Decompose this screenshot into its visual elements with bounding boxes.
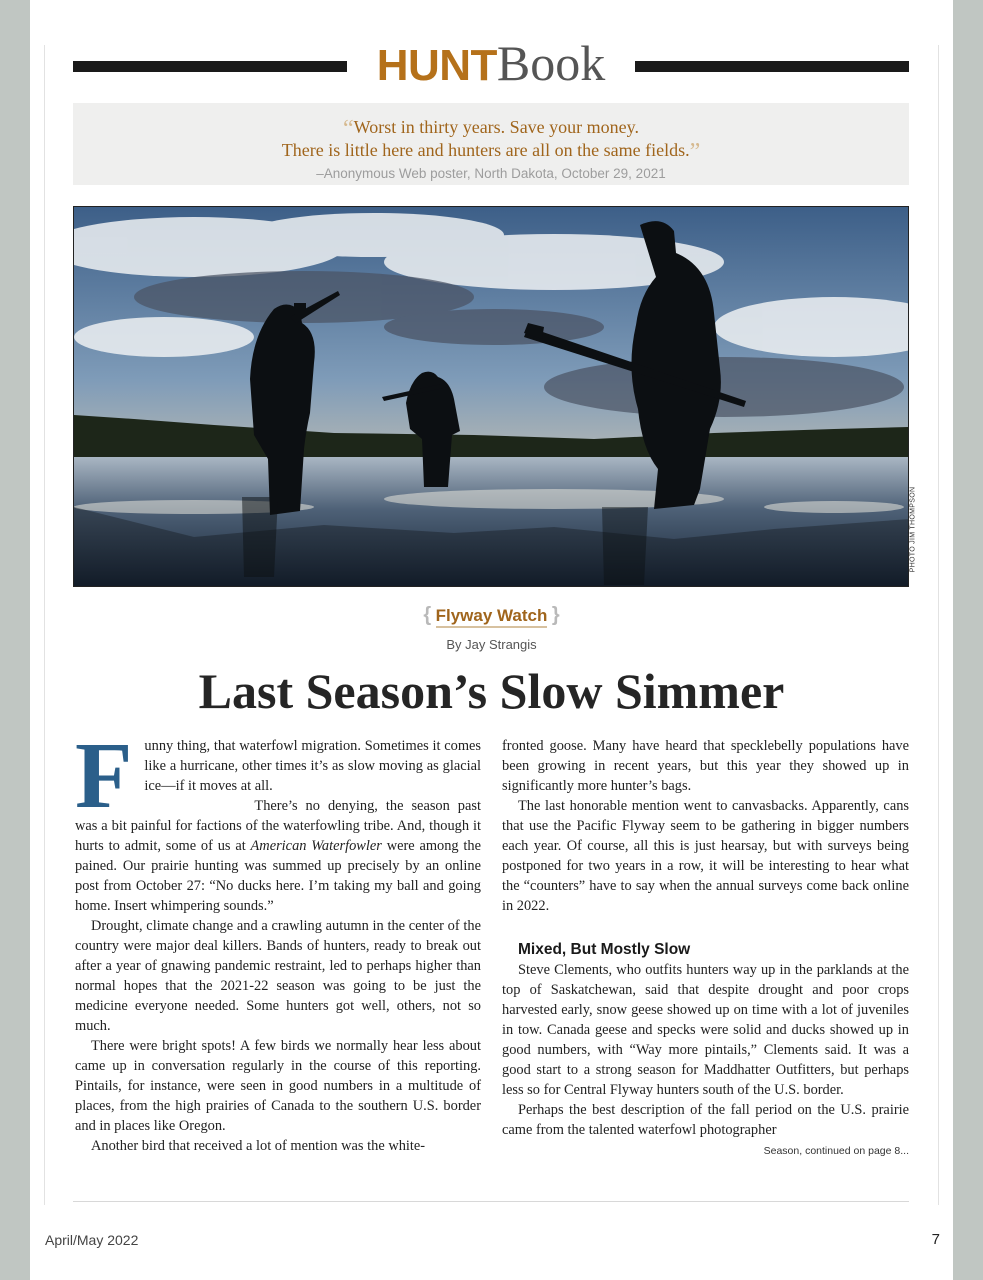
logo-hunt: HUNT (376, 41, 497, 90)
article-headline: Last Season’s Slow Simmer (198, 663, 785, 719)
section-brace-open: { (423, 604, 432, 626)
paragraph-2-text-b: were among the pained. Our prairie hunting was summed up precisely by an online post from October 27: “No ducks here. I’m taking my ball and going home. Insert whimpering sounds.” (75, 838, 482, 914)
open-quote-mark: “ (343, 116, 354, 142)
page-number: 7 (931, 1231, 940, 1248)
close-quote-mark: ” (689, 139, 701, 165)
continued-link[interactable]: Season, continued on page 8... (763, 1145, 909, 1157)
paragraph-2-text-a: There’s no denying, the season past was a bit painful for factions of the waterfowling tribe. And, though it hurts to admit, some of us at (75, 798, 481, 854)
paragraph-7: The last honorable mention went to canvasbacks. Apparently, cans that use the Pacific Flyway seem to be gathering in bigger numbers each year. Of course, all this is just hearsay, but with surveys being postponed for two years in a row, it will be interesting to hear what the “counters” have to say when the annual surveys come back online in 2022. (502, 798, 909, 914)
masthead-bar-right (635, 61, 909, 72)
byline: By Jay Strangis (446, 637, 537, 652)
pull-quote-attribution: –Anonymous Web poster, North Dakota, October 29, 2021 (316, 166, 666, 181)
hunters-photo (73, 206, 909, 587)
subheading: Mixed, But Mostly Slow (518, 941, 691, 958)
hunters-silhouette-illustration (74, 207, 909, 587)
pull-quote (73, 103, 909, 185)
paragraph-9: Perhaps the best description of the fall period on the U.S. prairie came from the talented waterfowl photographer (502, 1102, 909, 1138)
paragraph-8: Steve Clements, who outfits hunters way up in the parklands at the top of Saskatchewan, said that despite drought and poor crops harvested early, snow geese showed up on time with a lot of juveniles in tow. Canada geese and specks were solid and ducks showed up in good numbers, with “Way more pintails,” Clements said. It was a good start to a strong season for Maddhatter Outfitters, but perhaps less so for Central Flyway hunters south of the U.S. border. (502, 962, 909, 1098)
publication-name: American Waterfowler (250, 838, 382, 854)
section-kicker (0, 604, 983, 627)
paragraph-1-text: unny thing, that waterfowl migration. Sometimes it comes like a hurricane, other times it’s as slow moving as glacial ice—if it moves at all. (144, 738, 481, 794)
huntbook-logo (359, 36, 623, 103)
paragraph-3: Drought, climate change and a crawling autumn in the center of the country were major deal killers. Bands of hunters, ready to break out after a year of gnawing pandemic restraint, led to perhaps higher than normal hopes that the 2021-22 season was going to be just the medicine everyone needed. Some hunters got well, others, not so much. (75, 918, 481, 1034)
issue-date: April/May 2022 (45, 1232, 139, 1248)
logo-book: Book (496, 35, 606, 91)
article-column-right (502, 736, 909, 1158)
pull-quote-line-1-text: Worst in thirty years. Save your money. (353, 117, 639, 137)
article-column-left (75, 724, 482, 1156)
drop-cap: F (75, 724, 133, 828)
masthead-bar-left (73, 61, 347, 72)
bottom-rule (73, 1201, 909, 1202)
photo-credit (905, 480, 919, 586)
paragraph-5: Another bird that received a lot of mention was the white- (91, 1138, 426, 1154)
paragraph-2 (75, 796, 481, 916)
paragraph-6: fronted goose. Many have heard that specklebelly populations have been growing in recent years, but this year they showed up in significantly more hunter’s bags. (502, 738, 909, 794)
photo-credit-text: PHOTO JIM THOMPSON (909, 486, 917, 573)
pull-quote-line-2 (73, 140, 909, 163)
paragraph-4: There were bright spots! A few birds we normally hear less about came up in conversation regularly in the course of this reporting. Pintails, for instance, were seen in good numbers in a multitude of places, from the high prairies of Canada to the southern U.S. border and in places like Oregon. (75, 1038, 481, 1134)
masthead (73, 35, 909, 94)
pull-quote-line-1 (73, 117, 909, 140)
pull-quote-line-2-text: There is little here and hunters are all on the same fields. (281, 140, 690, 160)
section-label: Flyway Watch (436, 606, 548, 628)
section-brace-close: } (551, 604, 560, 626)
